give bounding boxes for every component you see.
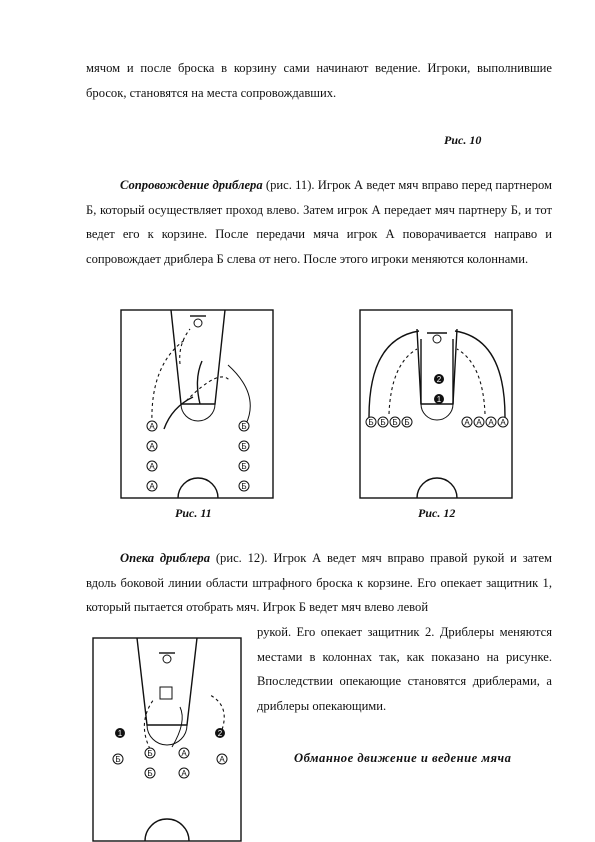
path-left: [144, 699, 154, 749]
path-a-3: [197, 361, 202, 404]
defender-label: 2: [436, 375, 442, 384]
player-label: А: [149, 422, 155, 431]
path-b-3: [180, 329, 190, 364]
player-label: Б: [115, 755, 121, 764]
center-arc: [178, 478, 218, 498]
player-label: А: [464, 418, 470, 427]
row-right: [462, 417, 508, 427]
court-border: [93, 638, 241, 841]
figure-12-diagram: [359, 309, 513, 499]
player-label: А: [181, 769, 187, 778]
caption-fig11: Рис. 11: [175, 506, 212, 520]
caption-fig10: Рис. 10: [444, 133, 482, 147]
paragraph-section2-a: [86, 546, 552, 620]
player-label: А: [149, 482, 155, 491]
player-label: А: [181, 749, 187, 758]
player-label: Б: [241, 442, 247, 451]
free-throw-arc: [421, 404, 453, 420]
figure-11-diagram: [120, 309, 274, 499]
column-right: [179, 748, 227, 778]
path-a-1: [152, 339, 186, 424]
player-label: Б: [368, 418, 374, 427]
player-label: Б: [392, 418, 398, 427]
section2-title: Опека дриблера: [120, 551, 211, 565]
figure-13-diagram: [92, 637, 242, 842]
column-right: [239, 421, 249, 491]
hoop: [163, 655, 171, 663]
paragraph-section1: [86, 173, 552, 271]
hoop: [433, 335, 441, 343]
section1-title: Сопровождение дриблера: [120, 178, 263, 192]
paragraph-section2-b: рукой. Его опекает защитник 2. Дриблеры меняются местами в колоннах так, как показано на рисунке. Впоследствии опекающие становятся дриблерами, а дриблеры опекающими.: [257, 625, 552, 713]
section2-text-a: (рис. 12). Игрок А ведет мяч вправо правой рукой и затем вдоль боковой линии области штрафного броска к корзине. Его опекает защитник 1, который пытается отобрать мяч. Игрок Б ведет мяч влево левой: [86, 551, 552, 615]
player-label: Б: [147, 749, 153, 758]
column-left: [147, 421, 157, 491]
defender-label: 1: [436, 395, 442, 404]
key-lane: [137, 638, 197, 725]
path-left: [389, 349, 417, 414]
player-label: А: [149, 462, 155, 471]
arc-left: [369, 331, 419, 417]
path-a-2: [164, 397, 193, 429]
player-label: А: [500, 418, 506, 427]
screen-box: [160, 687, 172, 699]
center-arc: [417, 478, 457, 498]
player-label: Б: [241, 462, 247, 471]
column-left: [113, 748, 155, 778]
player-label: А: [488, 418, 494, 427]
caption-fig12: Рис. 12: [418, 506, 456, 520]
key-lane: [417, 329, 457, 404]
section1-text: (рис. 11). Игрок А ведет мяч вправо перед партнером Б, который осуществляет проход влево. Затем игрок А передает мяч партнеру Б, и тот ведет его к корзине. После передачи мяча игрок А поворачивается направо и сопровождает дриблера Б слева от него. После этого игроки меняются колоннами.: [86, 178, 552, 266]
free-throw-arc: [181, 404, 215, 421]
player-label: Б: [241, 482, 247, 491]
path-right: [457, 349, 485, 414]
player-label: А: [219, 755, 225, 764]
path-center: [172, 707, 182, 747]
player-label: А: [149, 442, 155, 451]
player-label: Б: [404, 418, 410, 427]
hoop: [194, 319, 202, 327]
paragraph-top: мячом и после броска в корзину сами начинают ведение. Игроки, выполнившие бросок, становятся на места сопровождавших.: [86, 61, 552, 100]
arc-right: [455, 331, 505, 417]
defender-label: 2: [217, 729, 223, 738]
section3-title: Обманное движение и ведение мяча: [294, 751, 512, 765]
center-arc: [145, 819, 189, 841]
defender-label: 1: [117, 729, 123, 738]
player-label: Б: [241, 422, 247, 431]
player-label: А: [476, 418, 482, 427]
player-label: Б: [380, 418, 386, 427]
player-label: Б: [147, 769, 153, 778]
path-b-2: [228, 365, 250, 424]
row-left: [366, 417, 412, 427]
